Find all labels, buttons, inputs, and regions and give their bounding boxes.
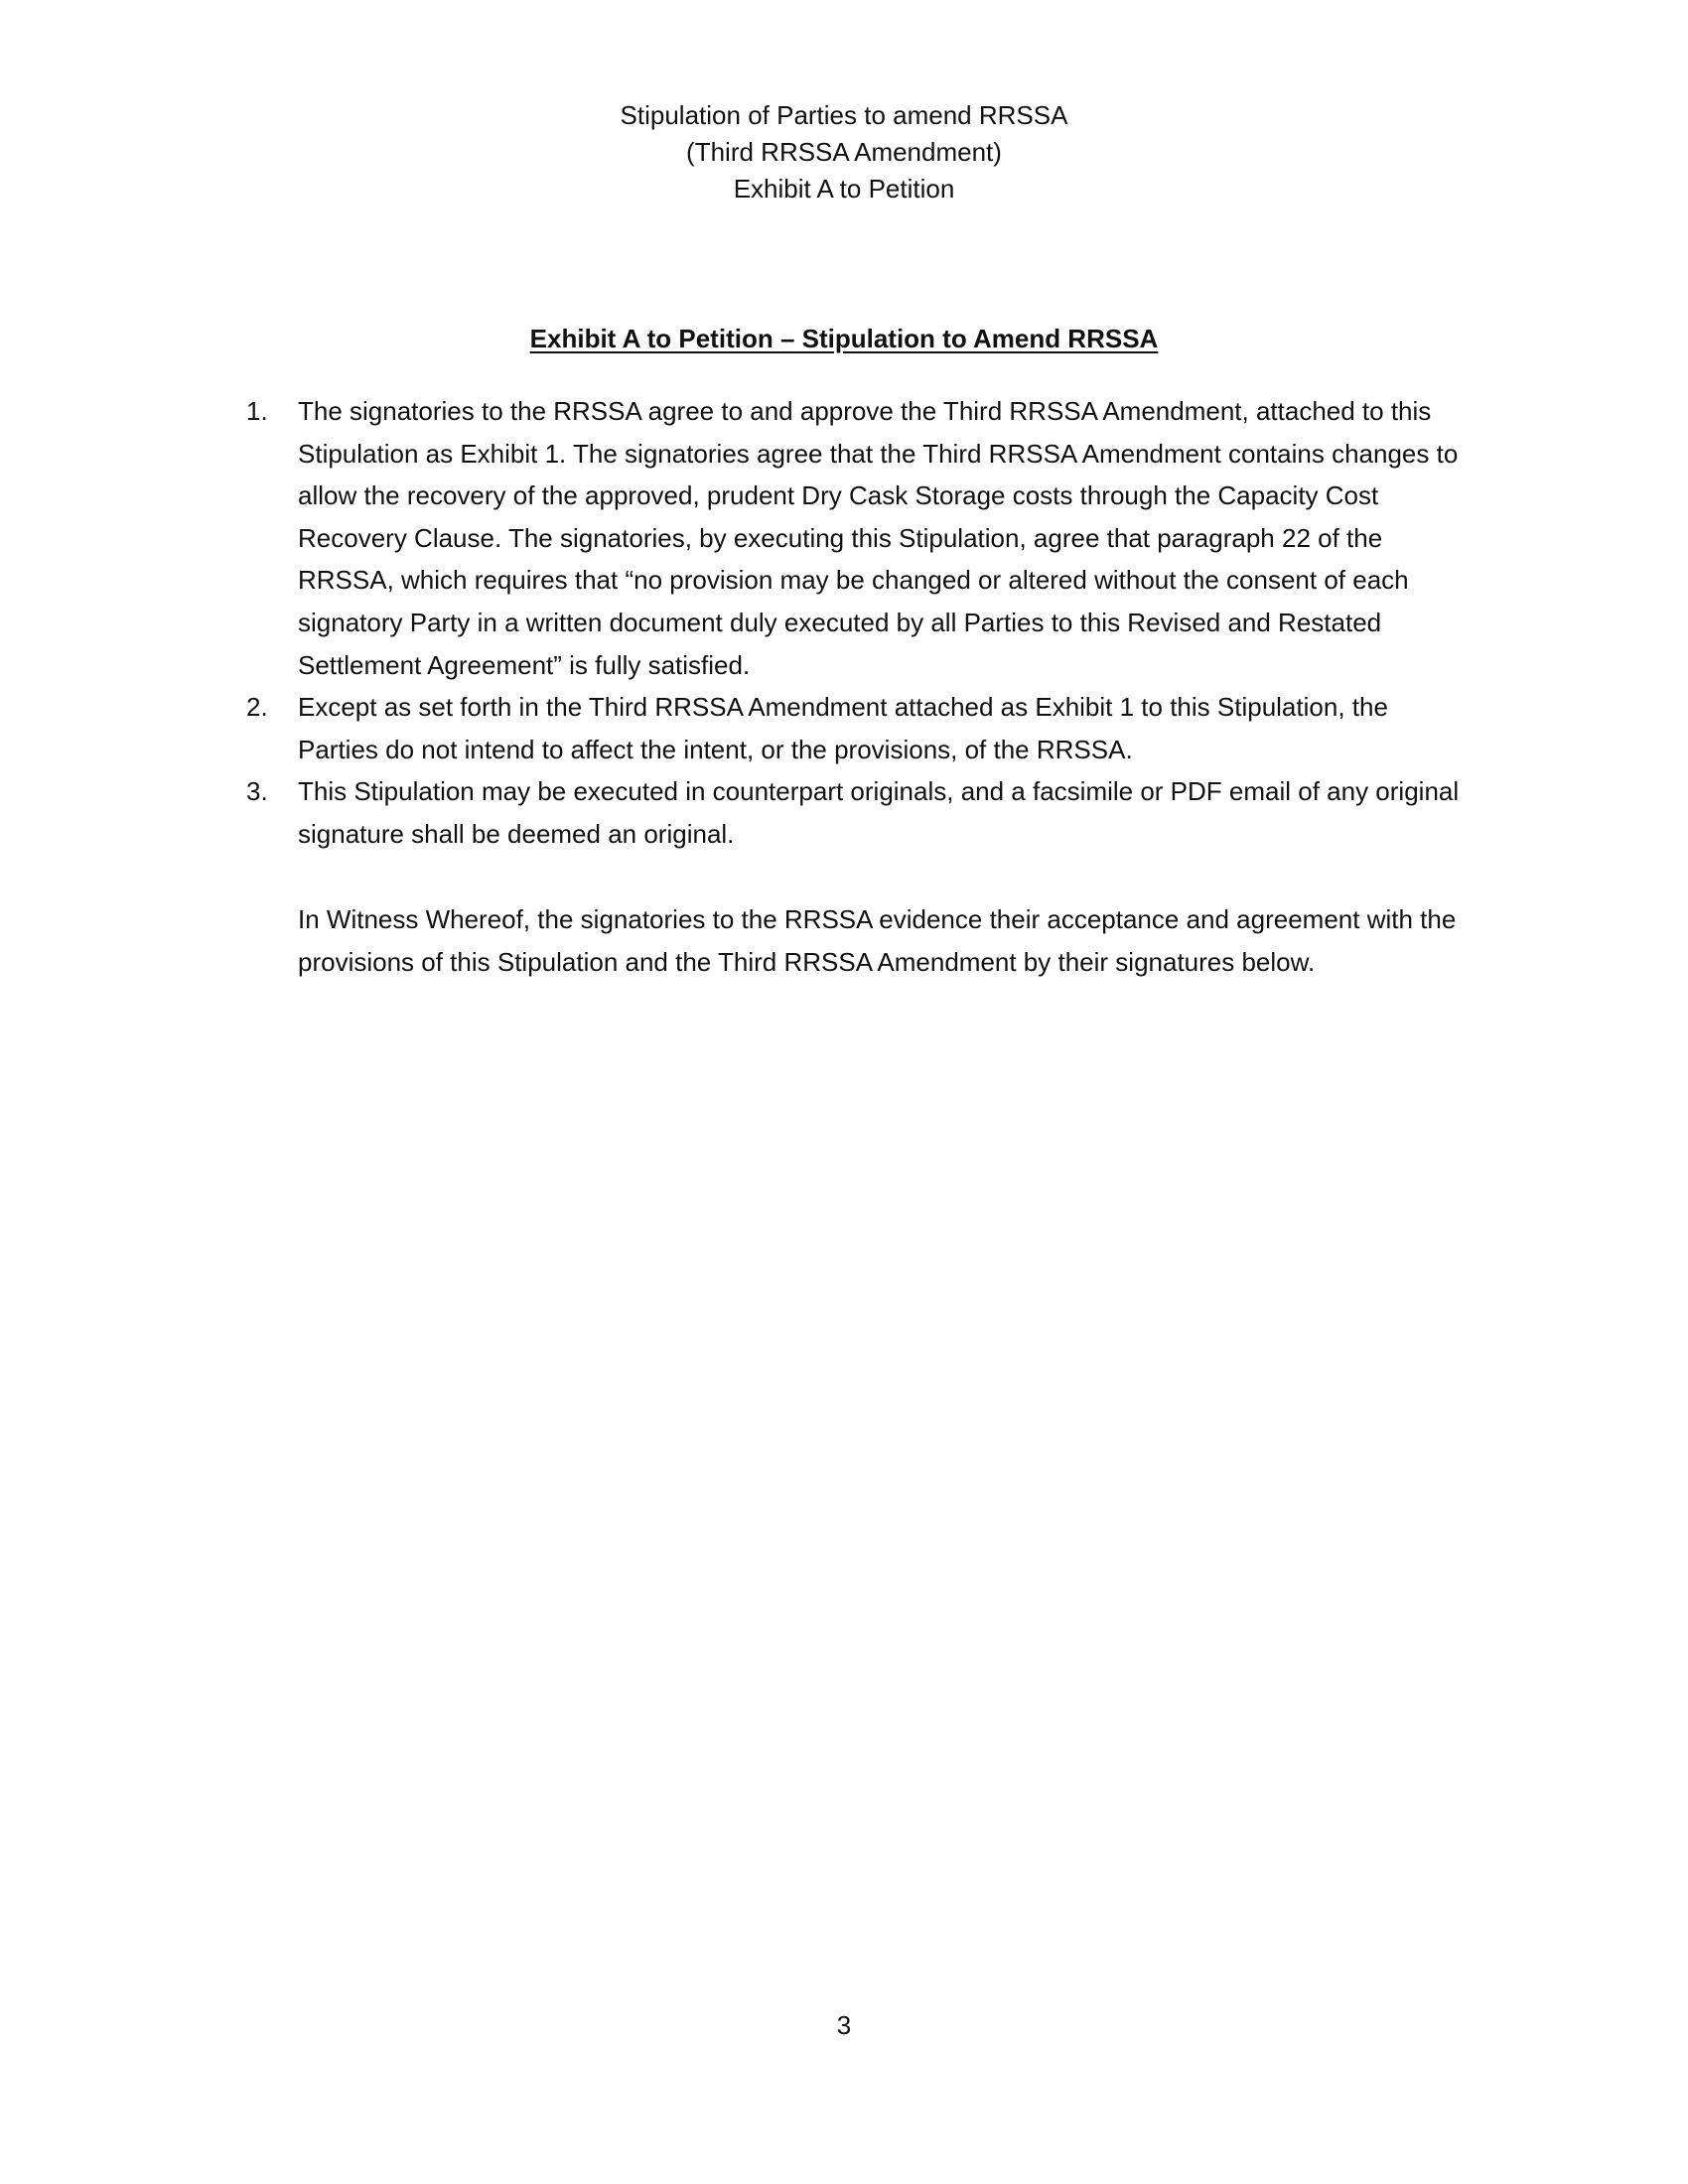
numbered-list bbox=[246, 390, 1468, 856]
section-title: Exhibit A to Petition – Stipulation to Amend RRSSA bbox=[529, 324, 1159, 353]
header-line-2: (Third RRSSA Amendment) bbox=[686, 137, 1002, 167]
list-item-1 bbox=[246, 390, 1468, 686]
list-item-number: 2. bbox=[246, 692, 268, 723]
list-item-text: Except as set forth in the Third RRSSA Amendment attached as Exhibit 1 to this Stipulation, the Parties do not intend to affect the intent, or the provisions, of the RRSSA. bbox=[298, 692, 1388, 764]
page-number: 3 bbox=[836, 2010, 852, 2040]
list-item-2 bbox=[246, 686, 1468, 770]
document-header bbox=[0, 97, 1688, 207]
list-item-3 bbox=[246, 770, 1468, 855]
list-item-text: This Stipulation may be executed in counterpart originals, and a facsimile or PDF email of any original signature shall be deemed an original. bbox=[298, 776, 1460, 849]
list-item-text: The signatories to the RRSSA agree to and approve the Third RRSSA Amendment, attached to this Stipulation as Exhibit 1. The signatories agree that the Third RRSSA Amendment contains changes to allow the recovery of the approved, prudent Dry Cask Storage costs through the Capacity Cost Recovery Clause. The signatories, by executing this Stipulation, agree that paragraph 22 of the RRSSA, which requires that “no provision may be changed or altered without the consent of each signatory Party in a written document duly executed by all Parties to this Revised and Restated Settlement Agreement” is fully satisfied. bbox=[298, 396, 1459, 680]
list-item-number: 3. bbox=[246, 776, 268, 807]
header-line-1: Stipulation of Parties to amend RRSSA bbox=[620, 100, 1068, 130]
witness-paragraph: In Witness Whereof, the signatories to the RRSSA evidence their acceptance and agreement with the provisions of this Stipulation and the Third RRSSA Amendment by their signatures below. bbox=[298, 904, 1457, 977]
list-item-number: 1. bbox=[246, 396, 268, 426]
header-line-3: Exhibit A to Petition bbox=[733, 174, 955, 204]
